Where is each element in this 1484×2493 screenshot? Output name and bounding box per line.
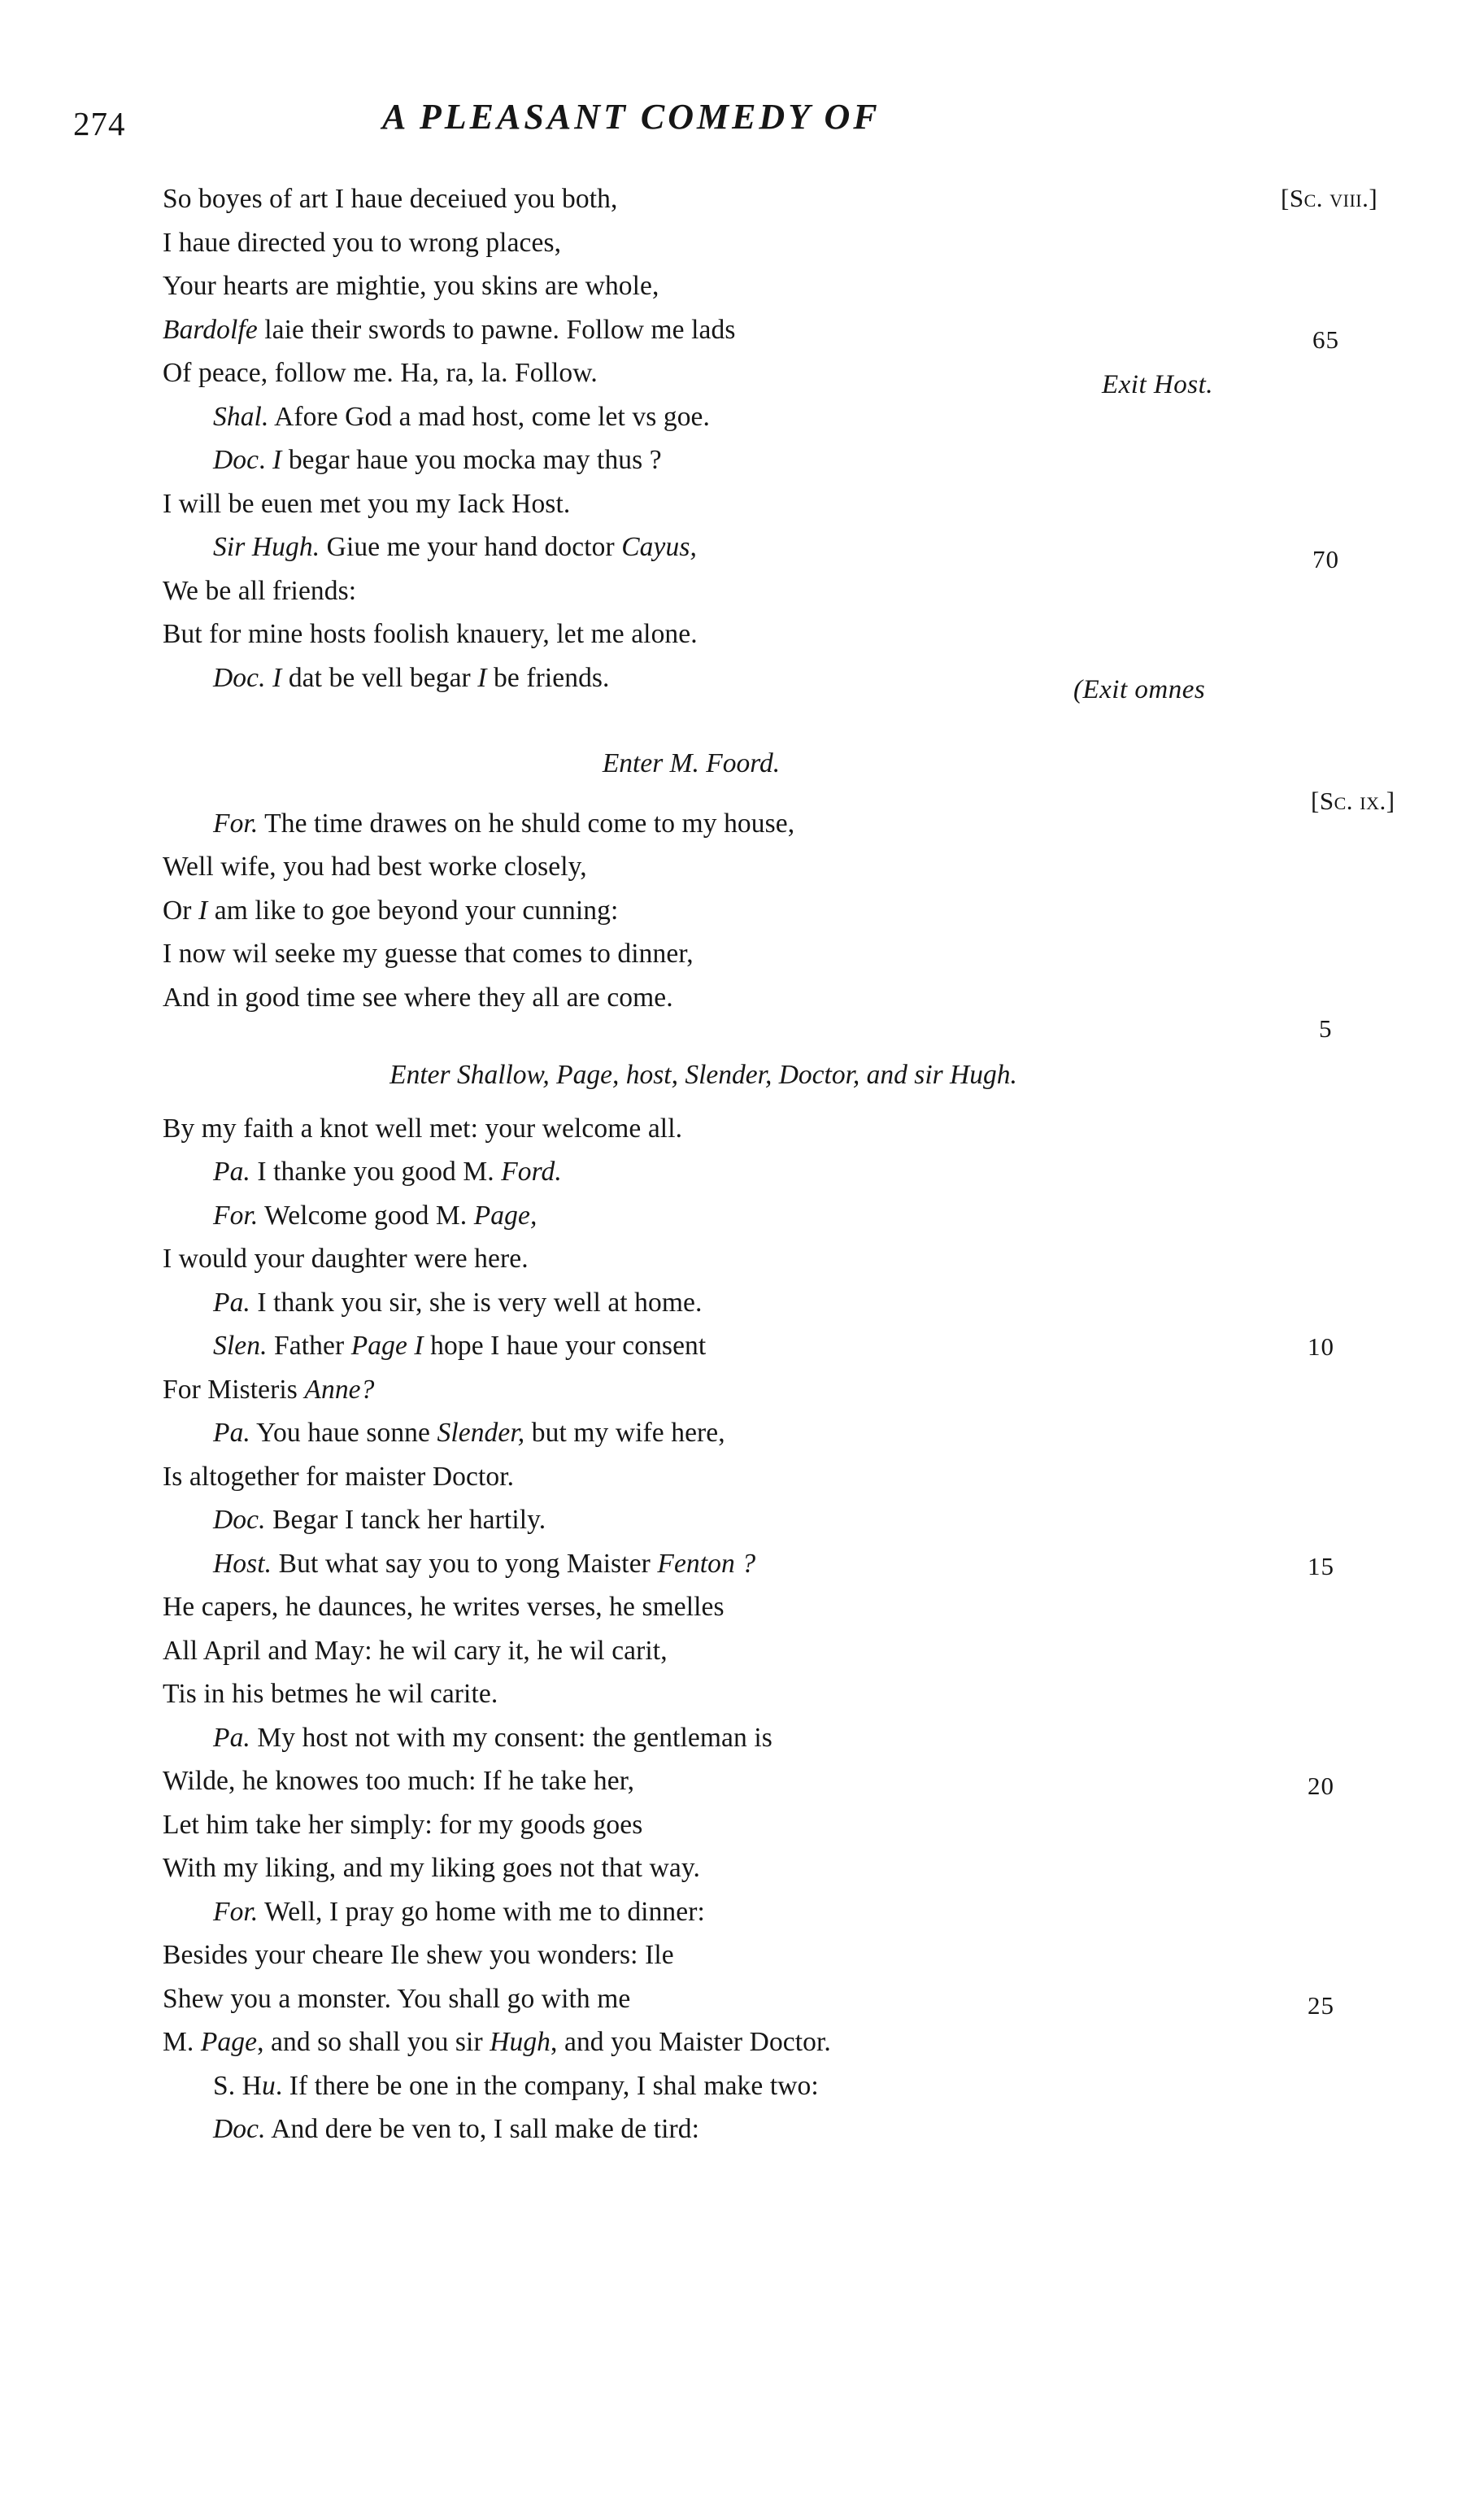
spacer — [163, 1097, 1366, 1107]
italic-text: Anne? — [304, 1374, 375, 1405]
text-line — [163, 1368, 1366, 1412]
plain-text: Is altogether for maister Doctor. — [163, 1461, 515, 1492]
text-line — [163, 1498, 1366, 1542]
italic-text: Pa. — [213, 1418, 250, 1448]
plain-text: Wilde, he knowes too much: If he take her, — [163, 1766, 635, 1796]
plain-text: I thanke you good M. — [250, 1157, 502, 1187]
text-line — [163, 1716, 1366, 1760]
text-line — [163, 1759, 1366, 1803]
italic-text: Host. — [213, 1548, 272, 1579]
scene-break-spacer — [163, 700, 1366, 742]
text-line — [163, 1237, 1366, 1281]
italic-text: Cayus, — [621, 532, 697, 562]
plain-text: Tis in his betmes he wil carite. — [163, 1679, 498, 1709]
text-line — [163, 2107, 1366, 2151]
text-line — [163, 308, 1366, 352]
plain-text: So boyes of art I haue deceiued you both, — [163, 184, 618, 214]
plain-text: Besides your cheare Ile shew you wonders: Ile — [163, 1940, 674, 1970]
text-line — [163, 2020, 1366, 2064]
italic-text: I — [272, 662, 282, 693]
plain-text: Begar I tanck her hartily. — [265, 1505, 546, 1535]
italic-text: Shal. — [213, 401, 269, 432]
plain-text: Shew you a monster. You shall go with me — [163, 1983, 631, 2014]
text-line — [163, 1629, 1366, 1673]
text-line — [163, 1846, 1366, 1890]
text-line — [163, 1672, 1366, 1716]
text-line — [163, 1150, 1366, 1194]
plain-text: Or — [163, 895, 199, 926]
line-number: 25 — [1308, 1991, 1334, 2020]
running-head — [0, 96, 1484, 153]
stage-direction-margin: Exit Host. — [1102, 370, 1213, 399]
text-line — [163, 1977, 1366, 2021]
italic-text: u — [261, 2070, 276, 2101]
spacer — [163, 786, 1366, 802]
plain-text: I haue directed you to wrong places, — [163, 227, 562, 258]
plain-text: am like to goe beyond your cunning: — [207, 895, 619, 926]
line-number: 15 — [1308, 1552, 1334, 1580]
plain-text: For Misteris — [163, 1374, 305, 1405]
italic-text: For. — [213, 808, 259, 839]
text-line — [163, 1890, 1366, 1934]
plain-text: Let him take her simply: for my goods goes — [163, 1809, 643, 1840]
text-line — [163, 845, 1366, 889]
text-line — [163, 1542, 1366, 1586]
plain-text: I will be euen met you my Iack Host. — [163, 488, 571, 519]
italic-text: For. — [213, 1896, 259, 1927]
plain-text: dat be vell begar — [281, 662, 478, 693]
text-line — [163, 395, 1366, 439]
text-line — [163, 612, 1366, 656]
plain-text — [266, 663, 272, 693]
text-line — [163, 221, 1366, 265]
plain-text: I thank you sir, she is very well at home. — [250, 1287, 703, 1318]
italic-text: I — [272, 445, 282, 475]
plain-text: begar haue you mocka may thus ? — [281, 445, 662, 475]
plain-text: Welcome good M. — [258, 1200, 474, 1231]
scene-marker: [Sc. ix.] — [1311, 787, 1395, 815]
italic-text: Slen. — [213, 1331, 268, 1361]
italic-text: Page I — [350, 1331, 424, 1361]
text-line — [163, 1194, 1366, 1238]
text-line — [163, 1455, 1366, 1499]
plain-text: He capers, he daunces, he writes verses, he smelles — [163, 1592, 725, 1622]
scene-marker: [Sc. viii.] — [1281, 184, 1378, 212]
text-line — [163, 1107, 1366, 1151]
plain-text: By my faith a knot well met: your welcome all. — [163, 1113, 683, 1144]
italic-text: Pa. — [213, 1287, 250, 1318]
text-line — [163, 177, 1366, 221]
body-text — [163, 177, 1366, 2151]
italic-text: Bardolfe — [163, 314, 258, 345]
plain-text: With my liking, and my liking goes not that way. — [163, 1853, 700, 1883]
italic-text: Slender, — [437, 1418, 525, 1448]
italic-text: Pa. — [213, 1722, 250, 1753]
plain-text: S. H — [213, 2070, 262, 2101]
plain-text: Your hearts are mightie, you skins are whole, — [163, 271, 659, 301]
plain-text: . If there be one in the company, I shal make two: — [275, 2070, 819, 2101]
plain-text: , and so shall you sir — [257, 2027, 490, 2057]
stage-direction: Enter Shallow, Page, host, Slender, Doctor, and sir Hugh. — [389, 1060, 1017, 1090]
plain-text: We be all friends: — [163, 575, 357, 606]
plain-text: Father — [267, 1331, 351, 1361]
italic-text: Pa. — [213, 1157, 250, 1187]
plain-text: The time drawes on he shuld come to my house, — [258, 808, 795, 839]
text-line — [163, 482, 1366, 526]
plain-text: hope I haue your consent — [423, 1331, 707, 1361]
line-number: 70 — [1312, 545, 1339, 573]
text-line — [163, 2064, 1366, 2108]
plain-text: . — [259, 445, 273, 475]
italic-text: Page, — [473, 1200, 537, 1231]
running-title: A PLEASANT COMEDY OF — [382, 97, 881, 137]
plain-text: And dere be ven to, I sall make de tird: — [265, 2114, 700, 2144]
text-line — [163, 802, 1366, 846]
plain-text: And in good time see where they all are come. — [163, 982, 673, 1013]
stage-direction-margin: (Exit omnes — [1073, 675, 1206, 704]
line-number: 5 — [1319, 1014, 1333, 1043]
text-line — [163, 1933, 1366, 1977]
stage-direction: Enter M. Foord. — [602, 748, 781, 778]
text-line — [163, 1585, 1366, 1629]
plain-text: You haue sonne — [250, 1418, 437, 1448]
text-line — [163, 932, 1366, 976]
plain-text: But for mine hosts foolish knauery, let me alone. — [163, 619, 698, 649]
text-line — [163, 264, 1366, 308]
plain-text: M. — [163, 2027, 201, 2057]
italic-text: Page — [200, 2027, 258, 2057]
italic-text: Doc. — [213, 662, 266, 693]
italic-text: Ford. — [501, 1157, 562, 1187]
plain-text: My host not with my consent: the gentleman is — [250, 1722, 772, 1753]
text-line — [163, 1324, 1366, 1368]
italic-text: Fenton ? — [657, 1548, 756, 1579]
plain-text: Well, I pray go home with me to dinner: — [258, 1896, 705, 1927]
italic-text: Doc. — [213, 2114, 266, 2144]
italic-text: I — [477, 662, 487, 693]
text-line — [163, 1411, 1366, 1455]
page-folio: 274 — [73, 105, 126, 142]
line-number: 10 — [1308, 1332, 1334, 1361]
text-line — [163, 525, 1366, 569]
line-number: 20 — [1308, 1772, 1334, 1800]
text-line — [163, 889, 1366, 933]
italic-text: I — [198, 895, 208, 926]
plain-text: I would your daughter were here. — [163, 1244, 529, 1274]
plain-text: Afore God a mad host, come let vs goe. — [268, 401, 711, 432]
text-line — [163, 569, 1366, 613]
text-line — [163, 1281, 1366, 1325]
plain-text: Well wife, you had best worke closely, — [163, 852, 587, 882]
spacer — [163, 1019, 1366, 1053]
text-line — [163, 438, 1366, 482]
plain-text: Giue me your hand doctor — [320, 532, 622, 562]
plain-text: But what say you to yong Maister — [272, 1548, 658, 1579]
plain-text: but my wife here, — [524, 1418, 725, 1448]
italic-text: Hugh — [490, 2027, 551, 2057]
italic-text: Sir Hugh. — [213, 532, 320, 562]
plain-text: laie their swords to pawne. Follow me lads — [257, 314, 736, 345]
text-line — [163, 1803, 1366, 1847]
italic-text: Doc. — [213, 1505, 266, 1535]
plain-text: All April and May: he wil cary it, he wil carit, — [163, 1635, 668, 1666]
text-line — [163, 976, 1366, 1020]
plain-text: , and you Maister Doctor. — [551, 2027, 831, 2057]
italic-text: For. — [213, 1200, 259, 1231]
italic-text: Doc — [213, 445, 259, 475]
plain-text: Of peace, follow me. Ha, ra, la. Follow. — [163, 358, 598, 388]
plain-text: be friends. — [486, 662, 610, 693]
plain-text: I now wil seeke my guesse that comes to dinner, — [163, 939, 694, 969]
line-number: 65 — [1312, 325, 1339, 354]
